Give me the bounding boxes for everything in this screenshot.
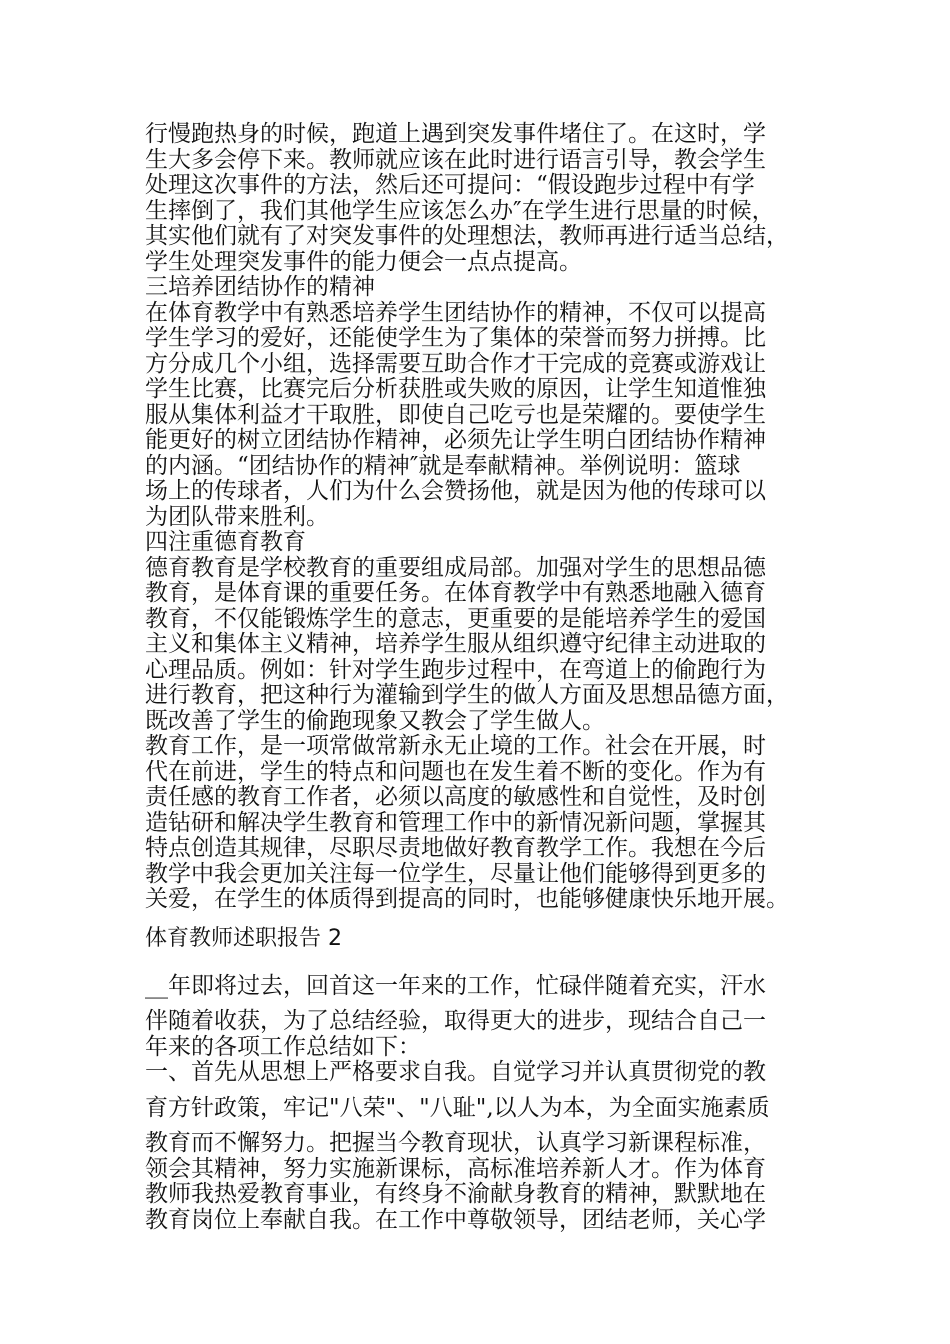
paragraph-conclusion <box>145 734 835 913</box>
text-line: 造钻研和解决学生教育和管理工作中的新情况新问题，掌握其 <box>145 809 766 836</box>
text-line: 服从集体利益才干取胜，即使自己吃亏也是荣耀的。要使学生 <box>145 401 766 428</box>
text-line: 处理这次事件的方法，然后还可提问：“假设跑步过程中有学 <box>145 172 755 198</box>
text-line: 方分成几个小组，选择需要互助合作才干完成的竞赛或游戏让 <box>145 350 766 377</box>
text-line: 生大多会停下来。教师就应该在此时进行语言引导，教会学生 <box>145 146 766 173</box>
text-line: 为团队带来胜利。 <box>145 503 329 530</box>
text-line: 育方针政策，牢记"八荣"、"八耻",以人为本，为全面实施素质 <box>145 1094 770 1121</box>
text-line: 德育教育是学校教育的重要组成局部。加强对学生的思想品德 <box>145 554 766 581</box>
text-line: 其实他们就有了对突发事件的处理想法，教师再进行适当总结， <box>145 223 789 249</box>
text-line: 关爱，在学生的体质得到提高的同时，也能够健康快乐地开展。 <box>145 886 789 912</box>
text-line: 教育岗位上奉献自我。在工作中尊敬领导，团结老师，关心学 <box>145 1206 766 1233</box>
text-line: 学生学习的爱好，还能使学生为了集体的荣誉而努力拼搏。比 <box>145 325 766 351</box>
document-page <box>145 122 835 1233</box>
report-title: 体育教师述职报告 2 <box>145 925 342 951</box>
text-line: 代在前进，学生的特点和问题也在发生着不断的变化。作为有 <box>145 758 766 785</box>
text-line: 年来的各项工作总结如下： <box>145 1033 421 1060</box>
text-line: 进行教育，把这种行为灌输到学生的做人方面及思想品德方面， <box>145 682 789 708</box>
text-line: 生摔倒了，我们其他学生应该怎么办″在学生进行思量的时候， <box>145 197 775 224</box>
text-line: 能更好的树立团结协作精神，必须先让学生明白团结协作精神 <box>145 427 766 453</box>
spacer <box>145 1086 835 1096</box>
text-line: 的内涵。“团结协作的精神″就是奉献精神。举例说明：篮球 <box>145 452 741 479</box>
text-line: 场上的传球者，人们为什么会赞扬他，就是因为他的传球可以 <box>145 478 766 504</box>
spacer <box>145 913 835 926</box>
text-line: 特点创造其规律，尽职尽责地做好教育教学工作。我想在今后 <box>145 835 766 861</box>
text-line: 既改善了学生的偷跑现象又教会了学生做人。 <box>145 707 605 734</box>
text-line: 责任感的教育工作者，必须以高度的敏感性和自觉性，及时创 <box>145 784 766 810</box>
text-line: 教育工作，是一项常做常新永无止境的工作。社会在开展，时 <box>145 733 766 759</box>
text-line: 在体育教学中有熟悉培养学生团结协作的精神，不仅可以提高 <box>145 299 766 326</box>
text-line: 学生比赛，比赛完后分析获胜或失败的原因，让学生知道惟独 <box>145 376 766 402</box>
section-heading-teamwork: 三培养团结协作的精神 <box>145 274 375 300</box>
text-line: 教育而不懈努力。把握当今教育现状，认真学习新课程标准， <box>145 1130 766 1156</box>
text-line: 教师我热爱教育事业，有终身不渝献身教育的精神，默默地在 <box>145 1181 766 1207</box>
text-line: 领会其精神，努力实施新课标，高标准培养新人才。作为体育 <box>145 1155 766 1182</box>
text-line: 主义和集体主义精神，培养学生服从组织遵守纪律主动进取的 <box>145 631 766 657</box>
text-line: 学生处理突发事件的能力便会一点点提高。 <box>145 248 582 275</box>
paragraph-teamwork <box>145 301 835 531</box>
paragraph-intro <box>145 974 835 1061</box>
text-line: 教学中我会更加关注每一位学生，尽量让他们能够得到更多的 <box>145 860 766 887</box>
text-line: 伴随着收获，为了总结经验，取得更大的进步，现结合自己一 <box>145 1008 766 1034</box>
section-heading-moral-education: 四注重德育教育 <box>145 529 306 555</box>
text-line: 教育，不仅能锻炼学生的意志，更重要的是能培养学生的爱国 <box>145 605 766 632</box>
paragraph-moral-education <box>145 556 835 735</box>
paragraph-point-one <box>145 1060 835 1233</box>
spacer <box>145 952 835 974</box>
text-line: 教育，是体育课的重要任务。在体育教学中有熟悉地融入德育 <box>145 580 766 606</box>
text-line: __年即将过去，回首这一年来的工作，忙碌伴随着充实，汗水 <box>145 972 766 999</box>
paragraph-emergency-handling <box>145 122 835 275</box>
text-line: 一、首先从思想上严格要求自我。自觉学习并认真贯彻党的教 <box>145 1059 766 1085</box>
text-line: 心理品质。例如：针对学生跑步过程中，在弯道上的偷跑行为 <box>145 656 766 683</box>
text-line: 行慢跑热身的时候，跑道上遇到突发事件堵住了。在这时，学 <box>145 121 766 147</box>
